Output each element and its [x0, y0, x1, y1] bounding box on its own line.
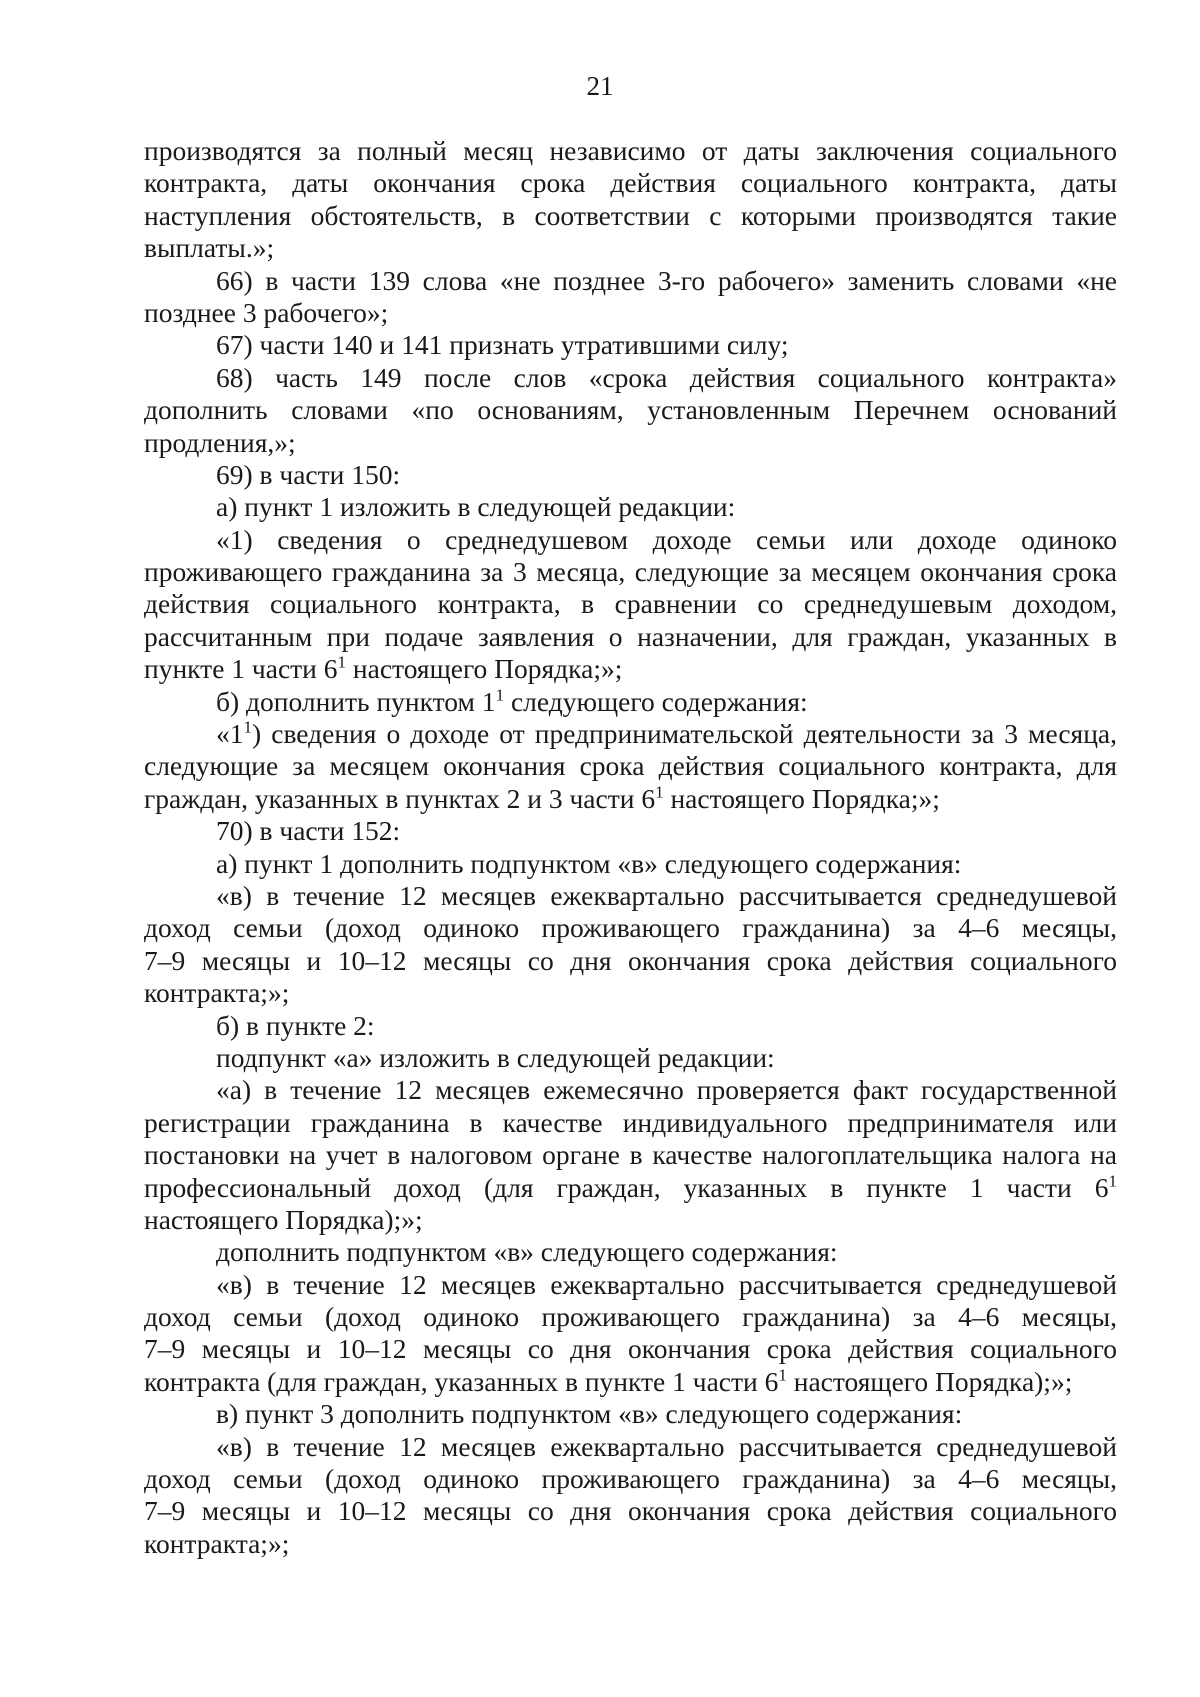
text-line-content: настоящего Порядка);»; [144, 1203, 423, 1235]
text-line [144, 1301, 1117, 1333]
text-line-content: производятся за полный месяц независимо от даты заключения социального [144, 135, 1117, 166]
text-line-content: «в) в течение 12 месяцев ежеквартально рассчитывается среднедушевой [216, 879, 1117, 911]
text-line [144, 1042, 1117, 1074]
text-line-content: наступления обстоятельств, в соответствии с которыми производятся такие [144, 199, 1117, 231]
text-line [144, 686, 1117, 718]
text-line [144, 653, 1117, 685]
text-line [144, 232, 1117, 264]
text-line [144, 167, 1117, 199]
text-line-content: а) пункт 1 дополнить подпунктом «в» следующего содержания: [216, 847, 962, 879]
document-body [144, 135, 1117, 1560]
superscript: 1 [495, 685, 505, 705]
text-line [144, 1495, 1117, 1527]
superscript: 1 [655, 782, 664, 802]
text-line [144, 1333, 1117, 1365]
text-line [144, 524, 1117, 556]
text-line-content: регистрации гражданина в качестве индивидуального предпринимателя или [144, 1106, 1117, 1138]
text-line [144, 1398, 1117, 1430]
text-line-content: граждан, указанных в пунктах 2 и 3 части 6 [144, 782, 656, 814]
text-line [144, 200, 1117, 232]
text-line-content: контракта, даты окончания срока действия социального контракта, даты [144, 167, 1117, 199]
text-line-content: доход семьи (доход одиноко проживающего гражданина) за 4–6 месяцы, [144, 1301, 1117, 1333]
text-line-continuation: настоящего Порядка);»; [786, 1365, 1073, 1397]
text-line [144, 750, 1117, 782]
text-line [144, 135, 1117, 167]
text-line-content: 67) части 140 и 141 признать утратившими силу; [216, 329, 789, 361]
text-line [144, 1010, 1117, 1042]
text-line-content: подпункт «а» изложить в следующей редакции: [216, 1041, 775, 1073]
text-line-content: б) в пункте 2: [216, 1009, 375, 1041]
text-line [144, 1269, 1117, 1301]
text-line [144, 783, 1117, 815]
text-line-content: контракта (для граждан, указанных в пункте 1 части 6 [144, 1365, 779, 1397]
text-line-content: «1 [216, 718, 244, 750]
text-line-content: рассчитанным при подаче заявления о назначении, для граждан, указанных в [144, 620, 1117, 652]
text-line-content: позднее 3 рабочего»; [144, 296, 389, 328]
text-line-content: 7–9 месяцы и 10–12 месяцы со дня окончания срока действия социального [144, 944, 1117, 976]
text-line-content: «в) в течение 12 месяцев ежеквартально рассчитывается среднедушевой [216, 1430, 1117, 1462]
text-line-content: 7–9 месяцы и 10–12 месяцы со дня окончания срока действия социального [144, 1495, 1117, 1527]
text-line-continuation: ) сведения о доходе от предпринимательской деятельности за 3 месяца, [252, 718, 1117, 750]
text-line-content: пункте 1 части 6 [144, 653, 338, 685]
text-line [144, 1107, 1117, 1139]
text-line-content: «в) в течение 12 месяцев ежеквартально рассчитывается среднедушевой [216, 1268, 1117, 1300]
text-line [144, 265, 1117, 297]
superscript: 1 [1108, 1171, 1117, 1190]
page-number: 21 [586, 71, 614, 101]
text-line [144, 297, 1117, 329]
text-line [144, 427, 1117, 459]
text-line-content: проживающего гражданина за 3 месяца, следующие за месяцем окончания срока [144, 556, 1117, 588]
text-line [144, 621, 1117, 653]
text-line-content: 7–9 месяцы и 10–12 месяцы со дня окончания срока действия социального [144, 1333, 1117, 1365]
text-line [144, 815, 1117, 847]
text-line [144, 459, 1117, 491]
text-line-content: постановки на учет в налоговом органе в качестве налогоплательщика налога на [144, 1139, 1117, 1171]
text-line [144, 362, 1117, 394]
text-line [144, 588, 1117, 620]
text-line [144, 880, 1117, 912]
text-line-content: б) дополнить пунктом 1 [216, 685, 496, 717]
text-line [144, 1139, 1117, 1171]
text-line-continuation: настоящего Порядка;»; [663, 782, 940, 814]
text-line [144, 491, 1117, 523]
text-line [144, 1074, 1117, 1106]
text-line [144, 329, 1117, 361]
superscript: 1 [243, 718, 253, 737]
text-line [144, 977, 1117, 1009]
text-line [144, 1528, 1117, 1560]
text-line-continuation: следующего содержания: [504, 685, 808, 717]
text-line-content: контракта;»; [144, 977, 290, 1009]
text-line [144, 394, 1117, 426]
text-line-content: 68) часть 149 после слов «срока действия социального контракта» [216, 361, 1117, 393]
superscript: 1 [337, 653, 347, 672]
text-line [144, 1236, 1117, 1268]
text-line-content: профессиональный доход (для граждан, указанных в пункте 1 части 6 [144, 1171, 1109, 1203]
text-line [144, 912, 1117, 944]
text-line-content: в) пункт 3 дополнить подпунктом «в» следующего содержания: [216, 1398, 963, 1430]
text-line-content: 69) в части 150: [216, 458, 401, 490]
text-line-content: а) пункт 1 изложить в следующей редакции: [216, 491, 736, 523]
text-line-content: выплаты.»; [144, 232, 275, 264]
text-line [144, 848, 1117, 880]
text-line-content: дополнить словами «по основаниям, установленным Перечнем оснований [144, 394, 1117, 426]
text-line-content: действия социального контракта, в сравнении со среднедушевым доходом, [144, 588, 1117, 620]
text-line-content: доход семьи (доход одиноко проживающего гражданина) за 4–6 месяцы, [144, 912, 1117, 944]
text-line-content: продления,»; [144, 426, 296, 458]
text-line-content: дополнить подпунктом «в» следующего содержания: [216, 1236, 838, 1268]
text-line-content: доход семьи (доход одиноко проживающего гражданина) за 4–6 месяцы, [144, 1463, 1117, 1495]
text-line-content: следующие за месяцем окончания срока действия социального контракта, для [144, 750, 1117, 782]
text-line [144, 1431, 1117, 1463]
text-line [144, 1204, 1117, 1236]
text-line [144, 556, 1117, 588]
text-line-content: 66) в части 139 слова «не позднее 3-го рабочего» заменить словами «не [216, 264, 1117, 296]
text-line [144, 1366, 1117, 1398]
text-line [144, 1172, 1117, 1204]
text-line [144, 718, 1117, 750]
text-line-content: 70) в части 152: [216, 815, 401, 847]
text-line [144, 1463, 1117, 1495]
text-line-continuation: настоящего Порядка;»; [346, 653, 623, 685]
text-line [144, 945, 1117, 977]
superscript: 1 [778, 1365, 787, 1385]
text-line-content: «а) в течение 12 месяцев ежемесячно проверяется факт государственной [216, 1074, 1117, 1106]
text-line-content: «1) сведения о среднедушевом доходе семьи или доходе одиноко [216, 523, 1117, 555]
text-line-content: контракта;»; [144, 1527, 290, 1559]
